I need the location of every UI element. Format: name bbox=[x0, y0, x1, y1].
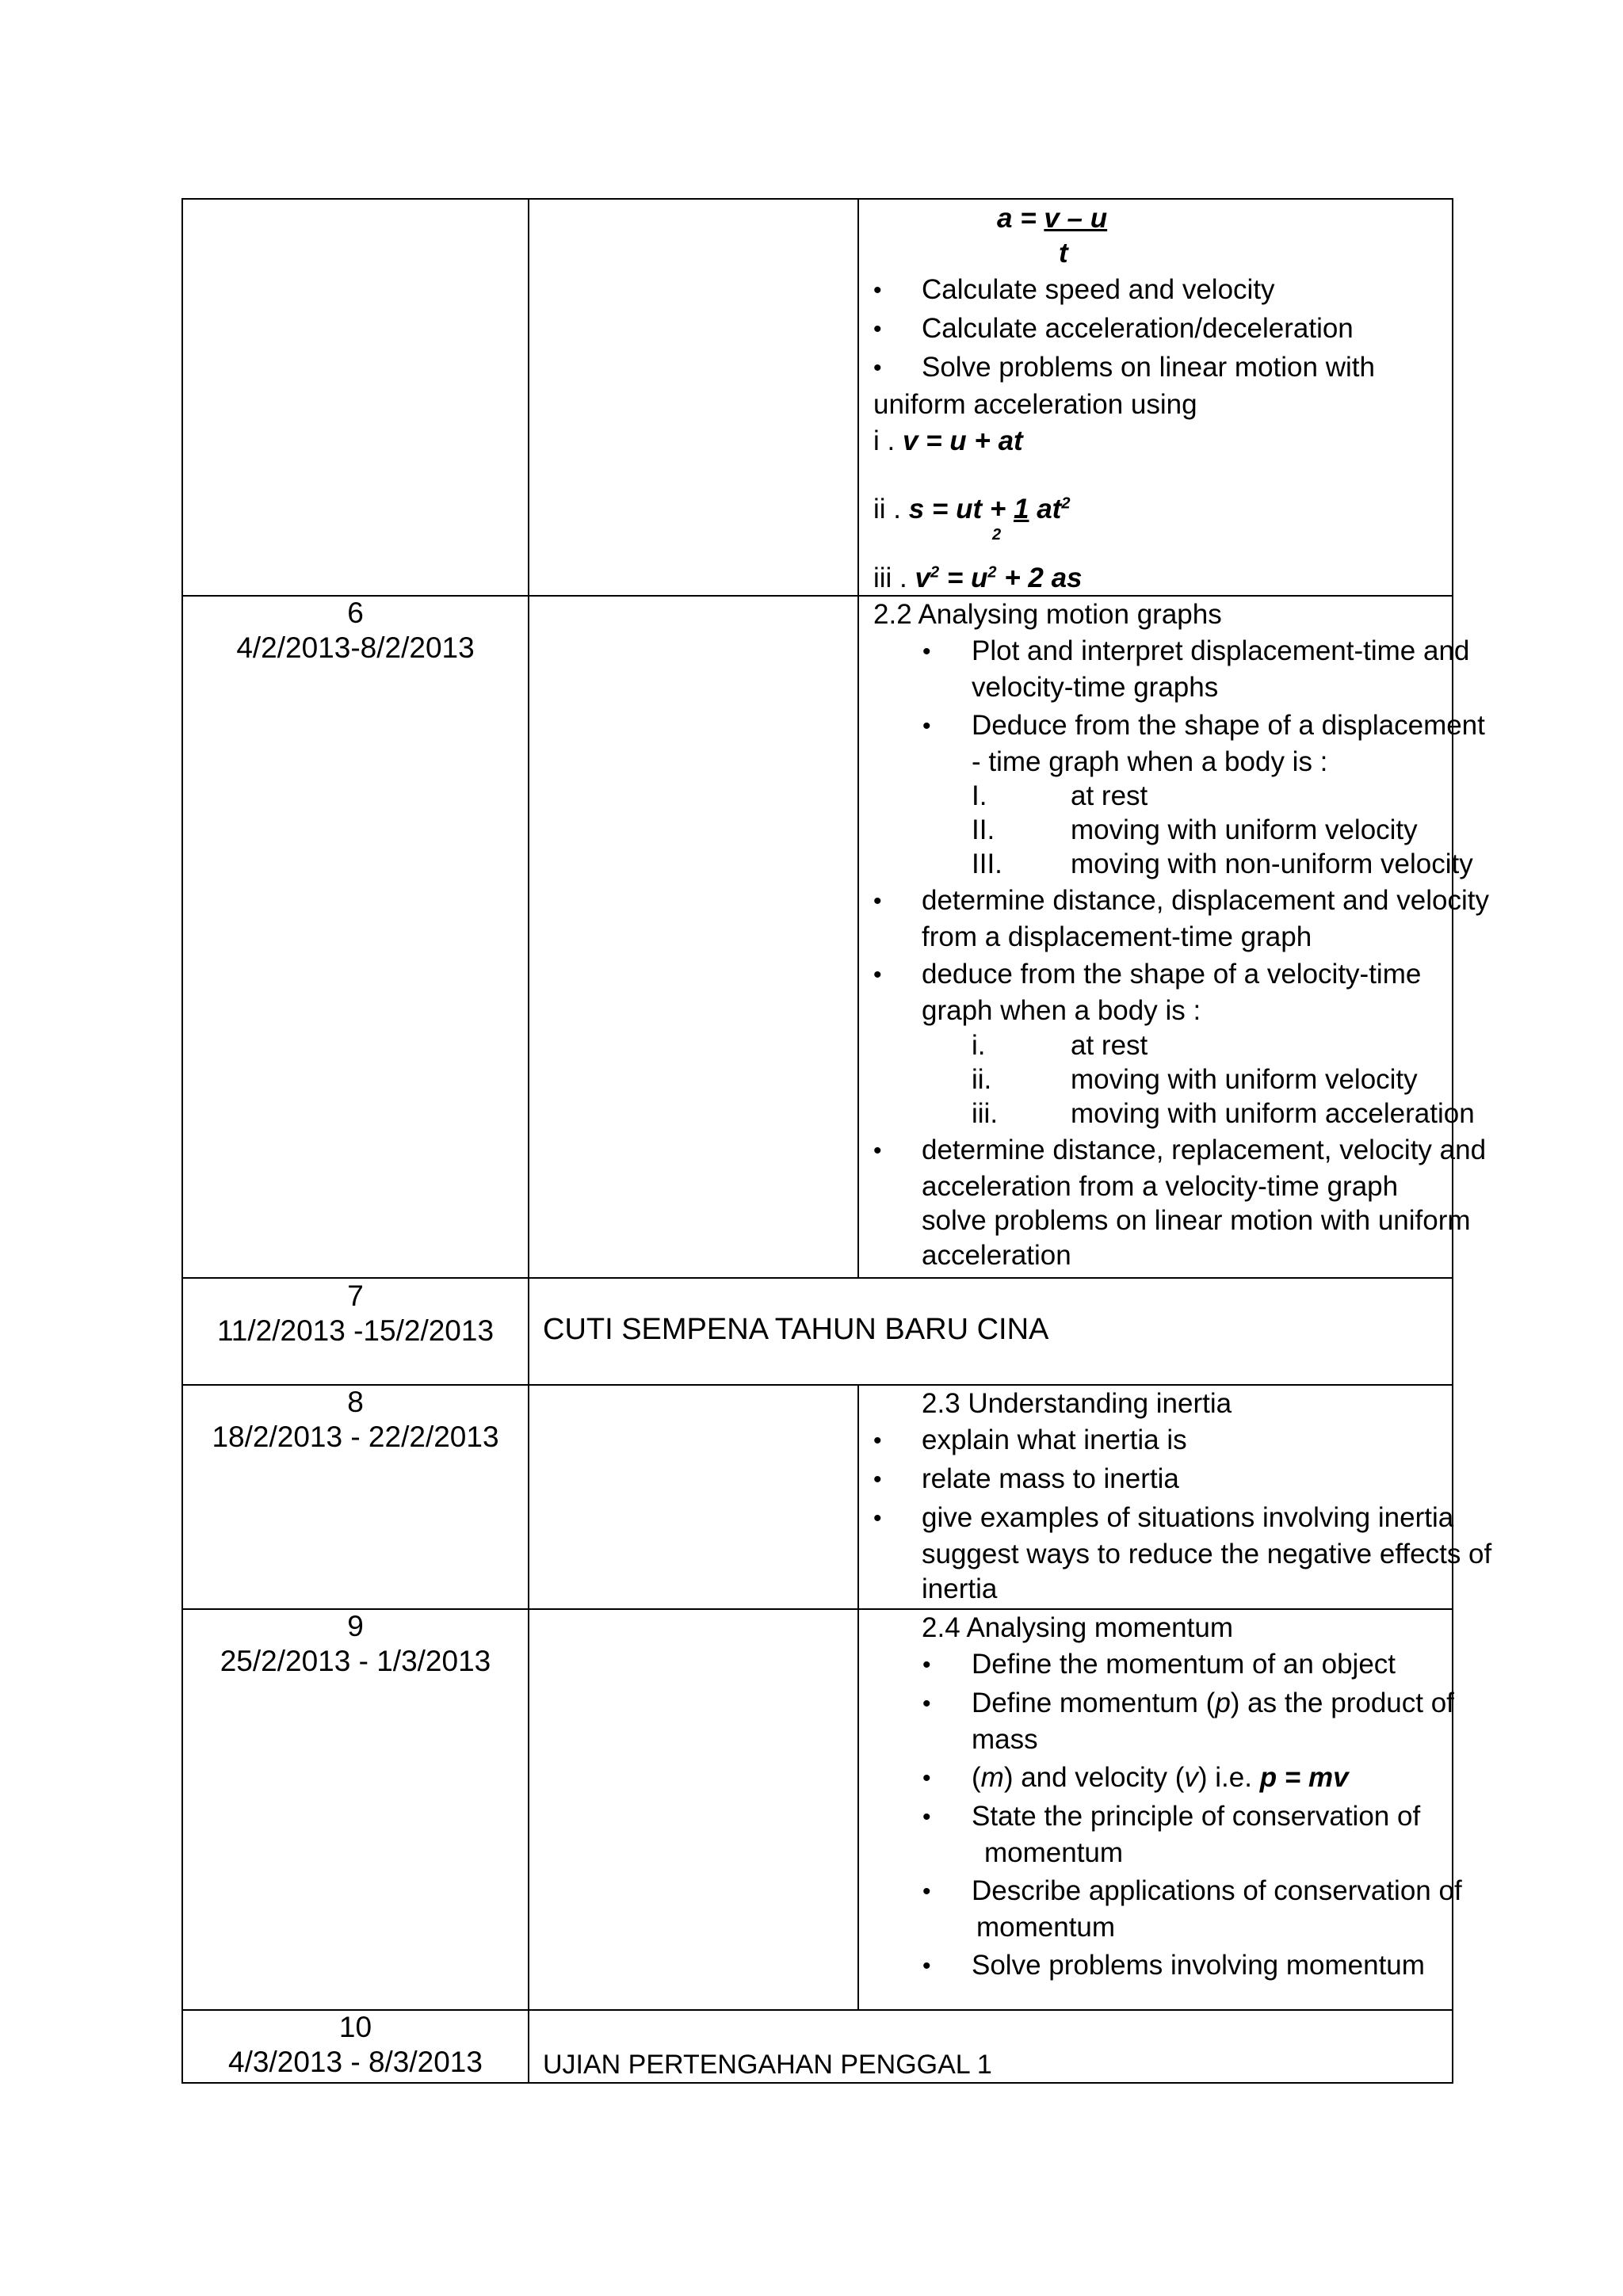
bullet-icon: • bbox=[873, 277, 882, 303]
list-item-continuation: graph when a body is : bbox=[922, 995, 1201, 1026]
fraction-numerator: 1 bbox=[1014, 494, 1029, 524]
equation-text: + 2 as bbox=[996, 563, 1083, 593]
tail-text: suggest ways to reduce the negative effects of bbox=[922, 1539, 1492, 1569]
equation-text: s = ut + bbox=[908, 494, 1014, 524]
roman-numeral: III. bbox=[972, 849, 1002, 879]
roman-numeral: iii. bbox=[972, 1098, 999, 1129]
list-item: Solve problems on linear motion with bbox=[922, 352, 1375, 383]
list-item: determine distance, replacement, velocity and bbox=[922, 1135, 1487, 1165]
list-item: Solve problems involving momentum bbox=[972, 1950, 1425, 1981]
list-item: Define the momentum of an object bbox=[972, 1649, 1396, 1680]
bullet-icon: • bbox=[922, 1691, 931, 1717]
symbol: m bbox=[980, 1762, 1004, 1793]
roman-item: at rest bbox=[1071, 1030, 1148, 1061]
equation-text: at bbox=[1029, 494, 1062, 524]
list-item: determine distance, displacement and velocity bbox=[922, 885, 1489, 916]
equation-text: v = u + at bbox=[902, 425, 1023, 456]
formula-a-denominator: t bbox=[1059, 238, 1068, 269]
list-item: give examples of situations involving inertia bbox=[922, 1502, 1454, 1533]
list-item: Plot and interpret displacement-time and bbox=[972, 635, 1470, 666]
list-item: deduce from the shape of a velocity-time bbox=[922, 959, 1422, 990]
bullet-icon: • bbox=[873, 1466, 882, 1493]
bullet-icon: • bbox=[922, 1765, 931, 1791]
list-item-continuation: - time graph when a body is : bbox=[972, 746, 1328, 777]
equation-prefix: iii . bbox=[873, 563, 915, 593]
roman-numeral: i. bbox=[972, 1030, 986, 1061]
superscript: 2 bbox=[1061, 494, 1071, 513]
list-item-continuation: uniform acceleration using bbox=[873, 389, 1197, 420]
text-run: ) as the product of bbox=[1230, 1688, 1454, 1718]
equation-text: p = mv bbox=[1259, 1762, 1349, 1793]
roman-item: moving with non-uniform velocity bbox=[1071, 849, 1473, 879]
list-item-continuation: from a displacement-time graph bbox=[922, 921, 1312, 952]
list-item-continuation: momentum bbox=[984, 1837, 1124, 1868]
roman-item: moving with uniform velocity bbox=[1071, 814, 1418, 845]
roman-item: moving with uniform acceleration bbox=[1071, 1098, 1475, 1129]
equation-text: v bbox=[915, 563, 930, 593]
week-dates: 4/2/2013-8/2/2013 bbox=[236, 631, 475, 664]
week-dates: 11/2/2013 -15/2/2013 bbox=[216, 1314, 495, 1347]
formula-a-label: a = bbox=[997, 203, 1044, 234]
week-dates: 25/2/2013 - 1/3/2013 bbox=[220, 1645, 491, 1677]
list-item bbox=[972, 1686, 1454, 1721]
bullet-icon: • bbox=[873, 355, 882, 381]
equation-3 bbox=[873, 561, 1083, 596]
week-dates: 4/3/2013 - 8/3/2013 bbox=[228, 2046, 483, 2078]
bullet-icon: • bbox=[922, 1953, 931, 1979]
bullet-icon: • bbox=[873, 888, 882, 914]
week-number: 7 bbox=[347, 1280, 364, 1312]
week-number: 8 bbox=[347, 1386, 364, 1418]
equation-prefix: ii . bbox=[873, 494, 909, 524]
list-item: Calculate speed and velocity bbox=[922, 274, 1275, 305]
bullet-icon: • bbox=[873, 962, 882, 988]
equation-2 bbox=[873, 492, 1070, 527]
superscript: 2 bbox=[930, 563, 940, 582]
symbol: v bbox=[1184, 1762, 1198, 1793]
equation-1 bbox=[873, 424, 1023, 459]
formula-a-numerator: v – u bbox=[1044, 203, 1108, 234]
text-run: ) i.e. bbox=[1197, 1762, 1260, 1793]
equation-prefix: i . bbox=[873, 425, 903, 456]
list-item-continuation: velocity-time graphs bbox=[972, 672, 1219, 703]
text-run: ( bbox=[972, 1762, 981, 1793]
list-item: Calculate acceleration/deceleration bbox=[922, 313, 1354, 344]
list-item-continuation: momentum bbox=[976, 1912, 1116, 1943]
formula-acceleration bbox=[997, 201, 1107, 236]
bullet-icon: • bbox=[922, 1878, 931, 1905]
list-item: relate mass to inertia bbox=[922, 1463, 1179, 1494]
tail-text: solve problems on linear motion with uniform bbox=[922, 1205, 1471, 1236]
bullet-icon: • bbox=[873, 1138, 882, 1164]
list-item: State the principle of conservation of bbox=[972, 1801, 1421, 1832]
holiday-label: CUTI SEMPENA TAHUN BARU CINA bbox=[543, 1313, 1049, 1346]
bullet-icon: • bbox=[922, 1652, 931, 1678]
roman-item: at rest bbox=[1071, 780, 1148, 811]
equation-text: = u bbox=[939, 563, 988, 593]
text-run: ) and velocity ( bbox=[1003, 1762, 1185, 1793]
week-number: 9 bbox=[347, 1610, 364, 1642]
list-item: Describe applications of conservation of bbox=[972, 1875, 1462, 1906]
bullet-icon: • bbox=[873, 316, 882, 342]
week-number: 10 bbox=[338, 2011, 372, 2043]
list-item-continuation: acceleration from a velocity-time graph bbox=[922, 1171, 1399, 1202]
bullet-icon: • bbox=[873, 1428, 882, 1454]
bullet-icon: • bbox=[873, 1505, 882, 1531]
topic-heading: 2.2 Analysing motion graphs bbox=[873, 599, 1222, 630]
superscript: 2 bbox=[987, 563, 997, 582]
roman-numeral: II. bbox=[972, 814, 995, 845]
list-item bbox=[972, 1760, 1349, 1795]
bullet-icon: • bbox=[922, 639, 931, 665]
list-item-continuation: mass bbox=[972, 1724, 1038, 1755]
roman-numeral: ii. bbox=[972, 1064, 992, 1095]
tail-text: acceleration bbox=[922, 1240, 1071, 1271]
symbol: p bbox=[1215, 1688, 1231, 1718]
text-run: Define momentum ( bbox=[972, 1688, 1216, 1718]
tail-text: inertia bbox=[922, 1573, 998, 1604]
topic-heading: 2.4 Analysing momentum bbox=[922, 1612, 1233, 1643]
topic-heading: 2.3 Understanding inertia bbox=[922, 1388, 1232, 1419]
week-dates: 18/2/2013 - 22/2/2013 bbox=[212, 1421, 499, 1453]
roman-item: moving with uniform velocity bbox=[1071, 1064, 1418, 1095]
list-item: explain what inertia is bbox=[922, 1425, 1187, 1455]
bullet-icon: • bbox=[922, 713, 931, 739]
list-item: Deduce from the shape of a displacement bbox=[972, 710, 1485, 741]
roman-numeral: I. bbox=[972, 780, 987, 811]
week-number: 6 bbox=[347, 597, 364, 629]
fraction-denominator: 2 bbox=[992, 526, 1002, 543]
exam-label: UJIAN PERTENGAHAN PENGGAL 1 bbox=[543, 2050, 992, 2080]
bullet-icon: • bbox=[922, 1804, 931, 1830]
